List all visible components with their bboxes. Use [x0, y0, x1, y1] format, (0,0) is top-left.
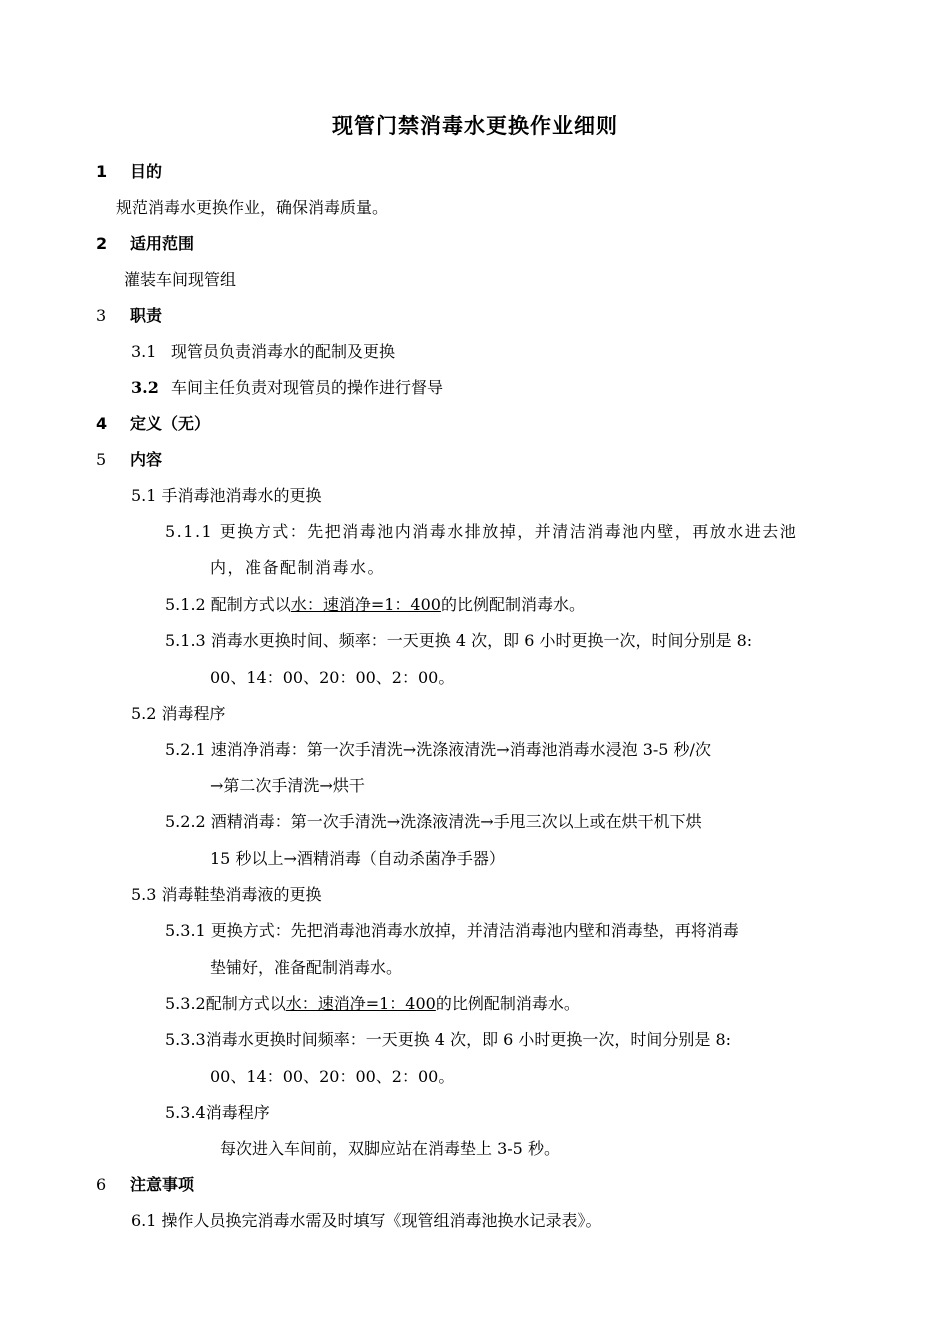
item-5-3-1-line1: 5.3.1 更换方式：先把消毒池消毒水放掉，并清洁消毒池内壁和消毒垫，再将消毒 — [165, 921, 739, 940]
section-3-1 — [131, 342, 395, 362]
ratio-text: 水：速消净=1：400 — [290, 595, 441, 614]
item-5-1-2 — [165, 595, 585, 615]
section-title: 内容 — [130, 450, 163, 469]
item-5-2-2-line1: 5.2.2 酒精消毒：第一次手清洗→洗涤液清洗→手甩三次以上或在烘干机下烘 — [165, 812, 702, 831]
item-5-2-2-line2: 15 秒以上→酒精消毒（自动杀菌净手器） — [210, 849, 505, 868]
item-text: 5.1.2 配制方式以 — [165, 595, 291, 614]
section-title: 目的 — [130, 162, 163, 181]
subsection-5-3: 5.3 消毒鞋垫消毒液的更换 — [131, 885, 322, 904]
section-2-heading — [96, 234, 194, 254]
item-text: 车间主任负责对现管员的操作进行督导 — [171, 378, 444, 397]
item-5-3-3-line2: 00、14：00、20：00、2：00。 — [210, 1067, 455, 1086]
section-3-2 — [131, 378, 443, 398]
item-5-1-1-line1: 5.1.1 更换方式：先把消毒池内消毒水排放掉，并清洁消毒池内壁，再放水进去池 — [165, 522, 798, 541]
item-5-3-4-body: 每次进入车间前，双脚应站在消毒垫上 3-5 秒。 — [220, 1139, 560, 1158]
item-6-1: 6.1 操作人员换完消毒水需及时填写《现管组消毒池换水记录表》。 — [131, 1211, 602, 1230]
section-number: 5 — [96, 450, 107, 469]
section-number: 2 — [96, 234, 108, 253]
item-number: 3.1 — [131, 342, 157, 361]
section-title: 注意事项 — [130, 1175, 195, 1194]
item-5-1-1-line2: 内，准备配制消毒水。 — [210, 558, 386, 577]
section-title: 定义（无） — [130, 414, 211, 433]
item-5-3-2 — [165, 994, 580, 1014]
section-title: 适用范围 — [130, 234, 195, 253]
item-text: 现管员负责消毒水的配制及更换 — [171, 342, 396, 361]
item-number: 3.2 — [131, 378, 159, 397]
section-2-body: 灌装车间现管组 — [124, 270, 237, 289]
subsection-5-1: 5.1 手消毒池消毒水的更换 — [131, 486, 322, 505]
section-3-heading — [96, 306, 162, 326]
section-5-heading — [96, 450, 162, 470]
section-title: 职责 — [130, 306, 163, 325]
section-4-heading — [96, 414, 210, 434]
subsection-5-2: 5.2 消毒程序 — [131, 704, 226, 723]
section-6-heading — [96, 1175, 194, 1195]
section-1-heading — [96, 162, 162, 182]
item-5-2-1-line2: →第二次手清洗→烘干 — [210, 776, 365, 795]
ratio-text: 水：速消净=1：400 — [285, 994, 436, 1013]
item-5-1-3-line1: 5.1.3 消毒水更换时间、频率：一天更换 4 次，即 6 小时更换一次，时间分别是 8: — [165, 631, 753, 650]
item-text: 的比例配制消毒水。 — [435, 994, 580, 1013]
section-number: 1 — [96, 162, 108, 181]
item-5-3-1-line2: 垫铺好，准备配制消毒水。 — [210, 958, 403, 977]
section-number: 4 — [96, 414, 108, 433]
item-text: 的比例配制消毒水。 — [440, 595, 585, 614]
item-5-3-3-line1: 5.3.3消毒水更换时间频率：一天更换 4 次，即 6 小时更换一次，时间分别是 8: — [165, 1030, 732, 1049]
item-5-1-3-line2: 00、14：00、20：00、2：00。 — [210, 668, 455, 687]
section-1-body: 规范消毒水更换作业，确保消毒质量。 — [116, 198, 389, 217]
item-5-3-4: 5.3.4消毒程序 — [165, 1103, 270, 1122]
section-number: 3 — [96, 306, 107, 325]
item-5-2-1-line1: 5.2.1 速消净消毒：第一次手清洗→洗涤液清洗→消毒池消毒水浸泡 3-5 秒/次 — [165, 740, 711, 759]
section-number: 6 — [96, 1175, 107, 1194]
document-title: 现管门禁消毒水更换作业细则 — [332, 114, 618, 138]
item-text: 5.3.2配制方式以 — [165, 994, 286, 1013]
